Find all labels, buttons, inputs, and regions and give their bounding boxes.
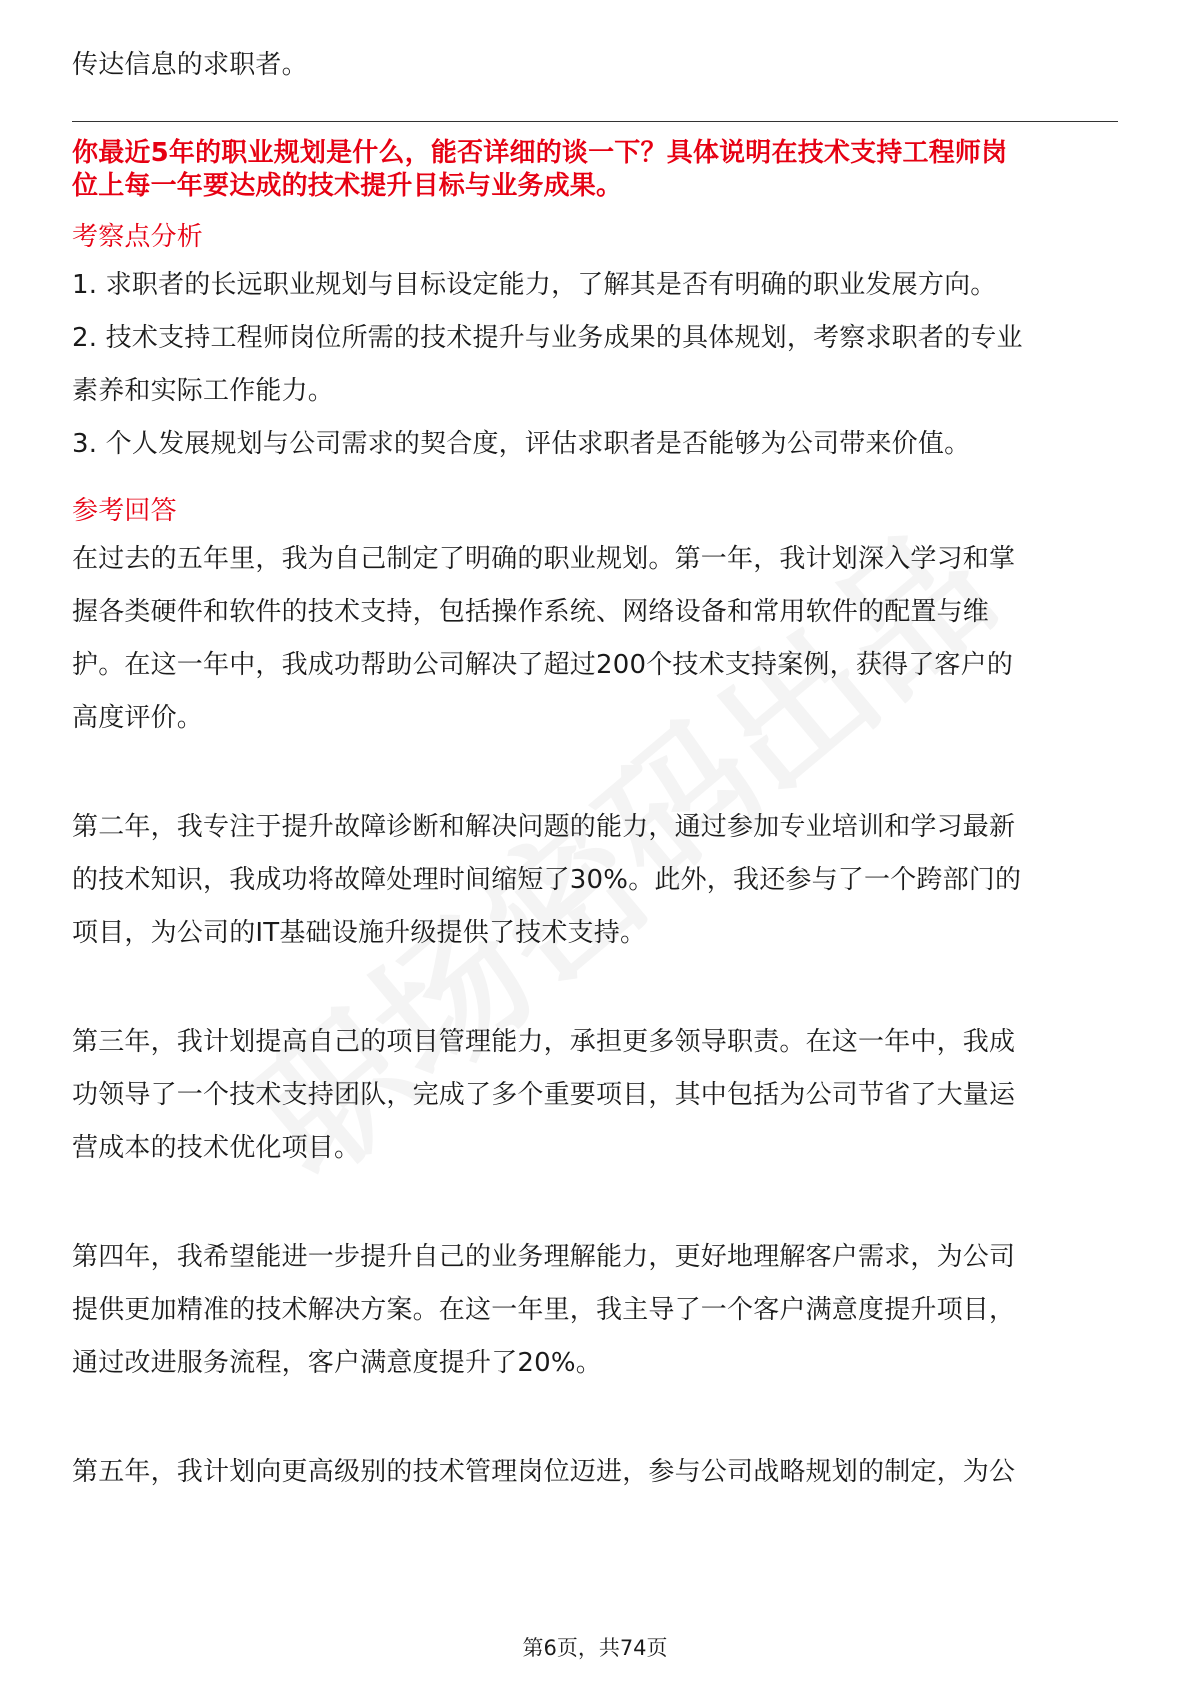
analysis-line: 2. 技术支持工程师岗位所需的技术提升与业务成果的具体规划，考察求职者的专业	[72, 323, 1023, 353]
previous-paragraph-tail: 传达信息的求职者。	[72, 50, 308, 80]
answer-line: 护。在这一年中，我成功帮助公司解决了超过200个技术支持案例，获得了客户的	[72, 650, 1014, 680]
answer-line: 高度评价。	[72, 703, 204, 733]
answer-line: 功领导了一个技术支持团队，完成了多个重要项目，其中包括为公司节省了大量运	[72, 1080, 1016, 1110]
answer-line: 通过改进服务流程，客户满意度提升了20%。	[72, 1348, 602, 1378]
answer-line: 营成本的技术优化项目。	[72, 1133, 361, 1163]
answer-line: 第四年，我希望能进一步提升自己的业务理解能力，更好地理解客户需求，为公司	[72, 1242, 1016, 1272]
answer-line: 在过去的五年里，我为自己制定了明确的职业规划。第一年，我计划深入学习和掌	[72, 544, 1016, 574]
analysis-line: 1. 求职者的长远职业规划与目标设定能力，了解其是否有明确的职业发展方向。	[72, 270, 997, 300]
answer-line: 项目，为公司的IT基础设施升级提供了技术支持。	[72, 918, 647, 948]
analysis-line: 3. 个人发展规划与公司需求的契合度，评估求职者是否能够为公司带来价值。	[72, 429, 971, 459]
answer-heading: 参考回答	[72, 496, 177, 526]
answer-line: 第三年，我计划提高自己的项目管理能力，承担更多领导职责。在这一年中，我成	[72, 1027, 1016, 1057]
answer-line: 第二年，我专注于提升故障诊断和解决问题的能力，通过参加专业培训和学习最新	[72, 812, 1016, 842]
answer-line: 的技术知识，我成功将故障处理时间缩短了30%。此外，我还参与了一个跨部门的	[72, 865, 1022, 895]
question-line-2: 位上每一年要达成的技术提升目标与业务成果。	[72, 171, 623, 201]
section-divider	[72, 121, 1118, 122]
analysis-heading: 考察点分析	[72, 222, 204, 252]
question-line-1: 你最近5年的职业规划是什么，能否详细的谈一下？具体说明在技术支持工程师岗	[72, 138, 1008, 168]
answer-line: 握各类硬件和软件的技术支持，包括操作系统、网络设备和常用软件的配置与维	[72, 597, 990, 627]
page-number: 第6页，共74页	[522, 1636, 668, 1660]
document-page	[72, 0, 1118, 1684]
analysis-line: 素养和实际工作能力。	[72, 376, 335, 406]
answer-line: 第五年，我计划向更高级别的技术管理岗位迈进，参与公司战略规划的制定，为公	[72, 1457, 1016, 1487]
answer-line: 提供更加精准的技术解决方案。在这一年里，我主导了一个客户满意度提升项目，	[72, 1295, 1016, 1325]
